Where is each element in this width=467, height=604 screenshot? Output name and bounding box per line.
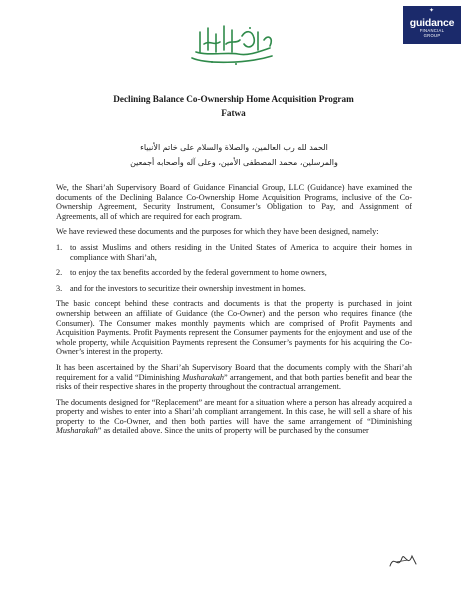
arabic-opening-line-1: الحمد لله رب العالمين، والصلاة والسلام على خاتم الأنبياء — [140, 143, 328, 152]
star-icon: ✦ — [429, 8, 435, 14]
paragraph-compliance — [56, 363, 412, 392]
paragraph-replacement — [56, 398, 412, 436]
logo-sub-text — [420, 29, 445, 39]
list-item-number: 2. — [56, 268, 63, 278]
bismillah-calligraphy — [186, 22, 278, 68]
paragraph-review: We have reviewed these documents and the purposes for which they have been designed, namely: — [56, 227, 379, 237]
list-item-text: and for the investors to securitize their ownership investment in homes. — [70, 283, 306, 293]
compliance-text-a: It has been ascertained by the Shari’ah Supervisory Board that the documents comply with the Shari’ah requirement for a valid “Diminishing — [56, 362, 412, 382]
guidance-logo — [403, 6, 461, 44]
list-item-number: 3. — [56, 283, 63, 293]
purpose-list — [56, 243, 412, 293]
compliance-text-b: ” arrangement, and that both parties benefit and bear the risks of their respective shares in the property throughout the contractual arrangement. — [56, 372, 412, 392]
musharakah-term: Musharakah — [182, 372, 224, 382]
list-item-number: 1. — [56, 242, 63, 252]
paragraph-concept: The basic concept behind these contracts and documents is that the property is purchased in joint ownership between an affiliate of Guidance (the Co-Owner) and the person who requires finance (the Consumer). The Consumer makes monthly payments which are comprised of Profit Payments and Acquisition Payments. Profit Payments represent the Consumer payments for the enjoyment and use of the whole property, while Acquisition Payments represent the Consumer’s payments for his acquiring the Co-Owner’s interest in the property. — [56, 299, 412, 357]
list-item — [56, 284, 412, 294]
list-item — [56, 243, 412, 262]
logo-sub-line-2: GROUP — [423, 33, 441, 38]
replacement-text-a: The documents designed for “Replacement” are meant for a situation where a person has already acquired a property and wishes to enter into a Shari’ah compliant arrangement. In this case, he will sell a share of his property to the Co-Owner, and then both parties will have the same arrangement of “Diminishing — [56, 397, 412, 426]
replacement-text-b: ” as detailed above. Since the units of property will be purchased by the consumer — [97, 426, 369, 436]
list-item — [56, 268, 412, 278]
list-item-text: to enjoy the tax benefits accorded by the federal government to home owners, — [70, 268, 327, 278]
arabic-opening-line-2: والمرسلين، محمد المصطفى الأمين، وعلى آله وأصحابه أجمعين — [130, 158, 338, 167]
musharakah-term: Musharakah — [56, 426, 98, 436]
list-item-text: to assist Muslims and others residing in the United States of America to acquire their homes in compliance with Shari’ah, — [70, 242, 412, 262]
logo-sub-line-1: FINANCIAL — [419, 28, 445, 34]
document-body — [56, 183, 412, 442]
title-line-1: Declining Balance Co-Ownership Home Acquisition Program — [113, 94, 354, 104]
title-line-2: Fatwa — [221, 108, 246, 118]
signature-mark — [388, 550, 418, 572]
document-title — [0, 94, 467, 118]
logo-brand-text: guidance — [409, 17, 455, 30]
paragraph-intro: We, the Shari’ah Supervisory Board of Guidance Financial Group, LLC (Guidance) have examined the documents of the Declining Balance Co-Ownership Home Acquisition Programs, inclusive of the Co-Ownership Agreement, Security Instrument, Consumer’s Obligation to Pay, and Assignment of Agreements, all of which are required for each program. — [56, 183, 412, 221]
